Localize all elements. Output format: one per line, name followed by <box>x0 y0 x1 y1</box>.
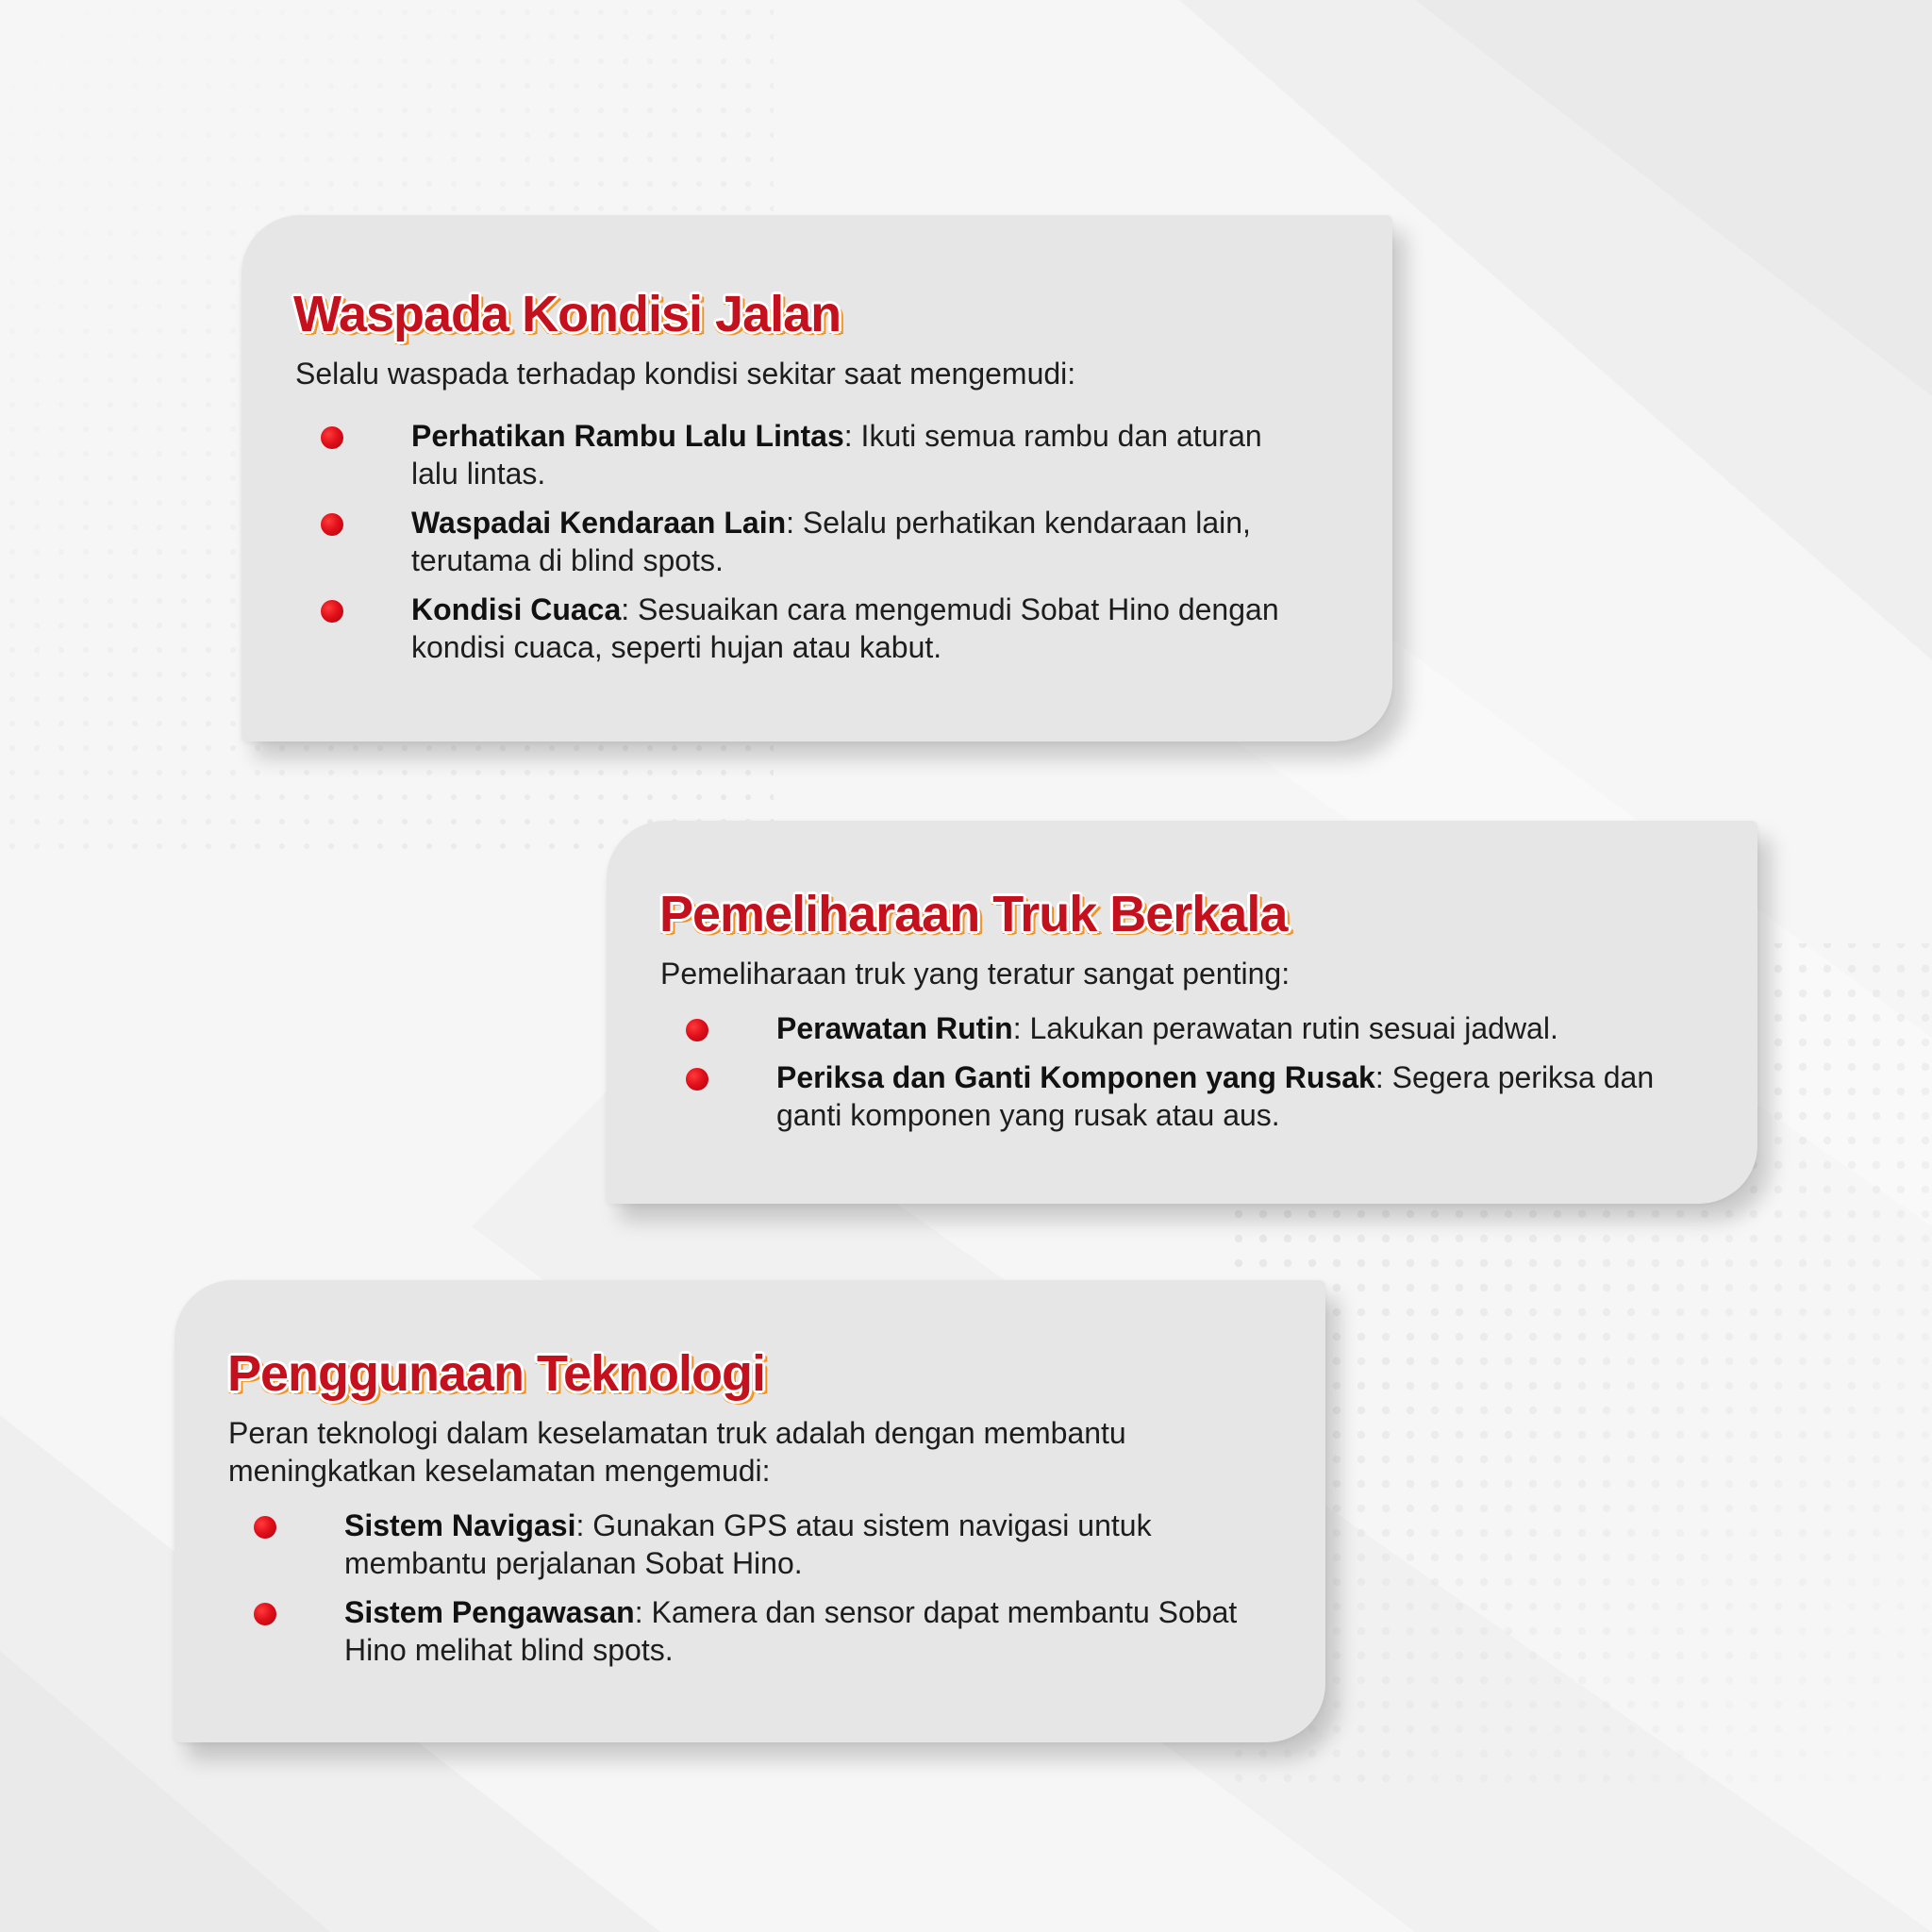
card-penggunaan-teknologi <box>175 1280 1325 1742</box>
item-separator: : <box>1374 1060 1392 1094</box>
item-description: Kamera dan sensor dapat membantu Sobat Hino melihat blind spots. <box>344 1595 1238 1667</box>
list-item <box>686 1009 1686 1047</box>
list-item <box>321 591 1311 666</box>
item-separator: : <box>1012 1011 1030 1045</box>
item-separator: : <box>575 1508 593 1542</box>
bullet-dot-icon <box>254 1516 276 1539</box>
item-term: Periksa dan Ganti Komponen yang Rusak <box>776 1060 1375 1094</box>
list-item <box>254 1507 1254 1582</box>
item-term: Kondisi Cuaca <box>411 592 622 626</box>
bullet-list <box>254 1507 1254 1680</box>
item-term: Sistem Navigasi <box>344 1508 576 1542</box>
card-title: Pemeliharaan Truk Berkala <box>659 886 1288 942</box>
item-description: Sesuaikan cara mengemudi Sobat Hino dengan kondisi cuaca, seperti hujan atau kabut. <box>411 592 1279 664</box>
card-intro: Peran teknologi dalam keselamatan truk adalah dengan membantu meningkatkan keselamatan mengemudi: <box>228 1416 1126 1488</box>
bullet-dot-icon <box>686 1068 708 1091</box>
card-pemeliharaan-truk-berkala <box>607 821 1757 1204</box>
card-title: Waspada Kondisi Jalan <box>293 286 841 342</box>
item-description: Lakukan perawatan rutin sesuai jadwal. <box>1029 1011 1558 1045</box>
bullet-dot-icon <box>321 600 343 623</box>
bullet-dot-icon <box>686 1019 708 1041</box>
card-title: Penggunaan Teknologi <box>227 1345 766 1402</box>
list-item <box>321 417 1311 492</box>
item-separator: : <box>621 592 639 626</box>
bullet-list <box>321 417 1311 677</box>
item-description: Segera periksa dan ganti komponen yang rusak atau aus. <box>776 1060 1655 1132</box>
list-item <box>254 1593 1254 1669</box>
card-waspada-kondisi-jalan <box>242 215 1392 741</box>
item-separator: : <box>843 419 861 453</box>
item-description: Selalu perhatikan kendaraan lain, terutama di blind spots. <box>411 506 1251 577</box>
bullet-dot-icon <box>254 1603 276 1625</box>
item-term: Waspadai Kendaraan Lain <box>411 506 787 540</box>
item-separator: : <box>634 1595 652 1629</box>
card-intro: Pemeliharaan truk yang teratur sangat penting: <box>660 957 1291 991</box>
bullet-list <box>686 1009 1686 1145</box>
item-description: Ikuti semua rambu dan aturan lalu lintas. <box>411 419 1262 491</box>
list-item <box>321 504 1311 579</box>
item-term: Perhatikan Rambu Lalu Lintas <box>411 419 844 453</box>
item-term: Sistem Pengawasan <box>344 1595 635 1629</box>
item-separator: : <box>786 506 803 540</box>
item-description: Gunakan GPS atau sistem navigasi untuk membantu perjalanan Sobat Hino. <box>344 1508 1152 1580</box>
item-term: Perawatan Rutin <box>776 1011 1013 1045</box>
bullet-dot-icon <box>321 426 343 449</box>
bullet-dot-icon <box>321 513 343 536</box>
list-item <box>686 1058 1686 1134</box>
card-intro: Selalu waspada terhadap kondisi sekitar saat mengemudi: <box>295 357 1076 391</box>
